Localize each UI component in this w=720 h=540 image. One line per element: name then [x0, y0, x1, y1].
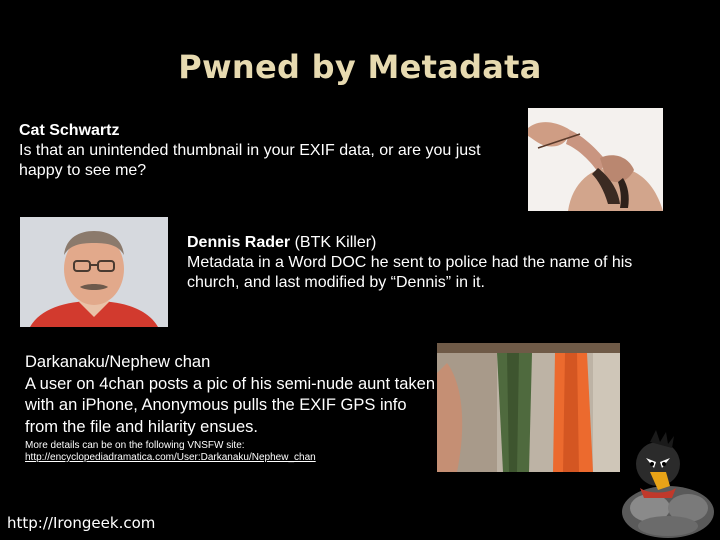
nephew-chan-block: [25, 352, 435, 464]
dennis-rader-block: [187, 233, 687, 293]
mugshot-photo: [20, 217, 168, 327]
dennis-rader-photo: [20, 217, 168, 327]
slide-title: Pwned by Metadata: [178, 48, 542, 86]
cat-schwartz-name: Cat Schwartz: [19, 122, 120, 139]
bathroom-photo: [437, 343, 620, 472]
details-link[interactable]: http://encyclopediadramatica.com/User:Darkanaku/Nephew_chan: [25, 452, 316, 463]
dennis-rader-qualifier: (BTK Killer): [290, 234, 377, 251]
nephew-chan-name: Darkanaku/Nephew chan: [25, 353, 211, 371]
cat-schwartz-block: [19, 121, 489, 181]
cat-schwartz-text: Is that an unintended thumbnail in your EXIF data, or are you just happy to see me?: [19, 142, 481, 179]
footer-url[interactable]: http://Irongeek.com: [7, 514, 156, 532]
dennis-rader-text: Metadata in a Word DOC he sent to police had the name of his church, and last modified by “Dennis” in it.: [187, 254, 633, 291]
nephew-chan-details: [25, 440, 435, 464]
dennis-rader-name: Dennis Rader: [187, 234, 291, 251]
details-label: More details can be on the following VNSFW site:: [25, 440, 245, 451]
portrait-photo: [528, 108, 663, 211]
cat-schwartz-photo: [528, 108, 663, 211]
mohawk-mascot-icon: [610, 428, 720, 540]
nephew-chan-text: A user on 4chan posts a pic of his semi-nude aunt taken with an iPhone, Anonymous pulls the EXIF GPS info from the file and hilarity ensues.: [25, 374, 436, 436]
nephew-chan-photo: [437, 343, 620, 472]
